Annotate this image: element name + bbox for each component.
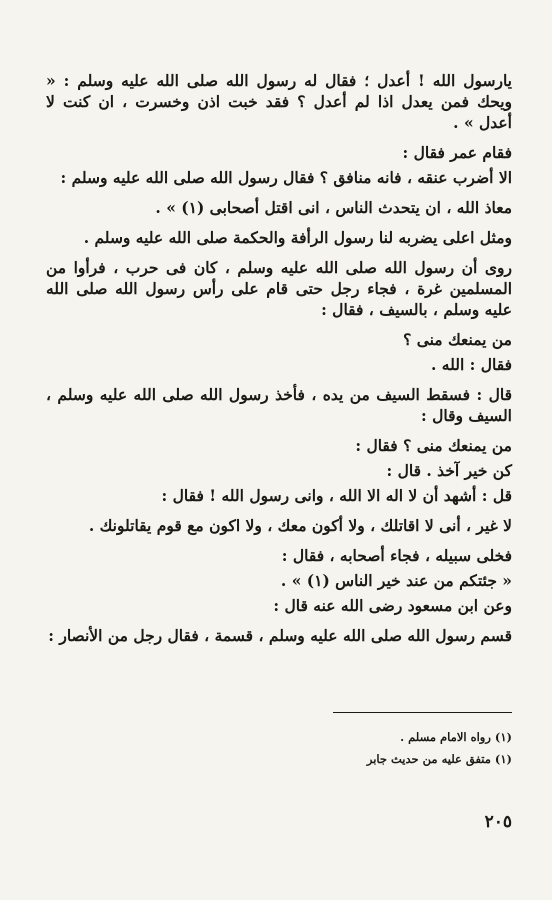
footnote: (١) رواه الامام مسلم . xyxy=(400,730,512,744)
paragraph: من يمنعك منى ؟ xyxy=(403,330,512,349)
paragraph: كن خير آخذ . قال : xyxy=(386,461,512,480)
footnotes xyxy=(200,726,512,770)
paragraph: فقام عمر فقال : xyxy=(402,143,512,162)
paragraph: قل : أشهد أن لا اله الا الله ، وانى رسول الله ! فقال : xyxy=(161,486,512,505)
paragraph: قسم رسول الله صلى الله عليه وسلم ، قسمة ، فقال رجل من الأنصار : xyxy=(48,626,512,645)
main-text xyxy=(46,70,512,655)
footnote: (١) متفق عليه من حديث جابر xyxy=(366,752,512,766)
paragraph: ومثل اعلى يضربه لنا رسول الرأفة والحكمة صلى الله عليه وسلم . xyxy=(83,228,512,247)
paragraph: وعن ابن مسعود رضى الله عنه قال : xyxy=(273,596,512,615)
paragraph: من يمنعك منى ؟ فقال : xyxy=(355,436,512,455)
paragraph: فخلى سبيله ، فجاء أصحابه ، فقال : xyxy=(281,546,512,565)
paragraph: الا أضرب عنقه ، فانه منافق ؟ فقال رسول الله صلى الله عليه وسلم : xyxy=(60,168,512,187)
paragraph: روى أن رسول الله صلى الله عليه وسلم ، كان فى حرب ، فرأوا من المسلمين غرة ، فجاء رجل حتى قام على رأس رسول الله صلى الله عليه وسلم ، بالسيف ، فقال : xyxy=(46,258,512,319)
paragraph: يارسول الله ! أعدل ؛ فقال له رسول الله صلى الله عليه وسلم : « ويحك فمن يعدل اذا لم أعدل ؟ فقد خبت اذن وخسرت ، ان كنت لا أعدل » . xyxy=(46,71,512,132)
paragraph: معاذ الله ، ان يتحدث الناس ، انى اقتل أصحابى (١) » . xyxy=(155,198,512,217)
footnote-divider xyxy=(333,712,512,713)
paragraph: قال : فسقط السيف من يده ، فأخذ رسول الله صلى الله عليه وسلم ، السيف وقال : xyxy=(46,385,512,425)
paragraph: « جئتكم من عند خير الناس (١) » . xyxy=(280,571,512,590)
paragraph: لا غير ، أنى لا اقاتلك ، ولا أكون معك ، ولا اكون مع قوم يقاتلونك . xyxy=(88,516,512,535)
paragraph: فقال : الله . xyxy=(430,355,512,374)
page-number: ٢٠٥ xyxy=(484,812,512,832)
